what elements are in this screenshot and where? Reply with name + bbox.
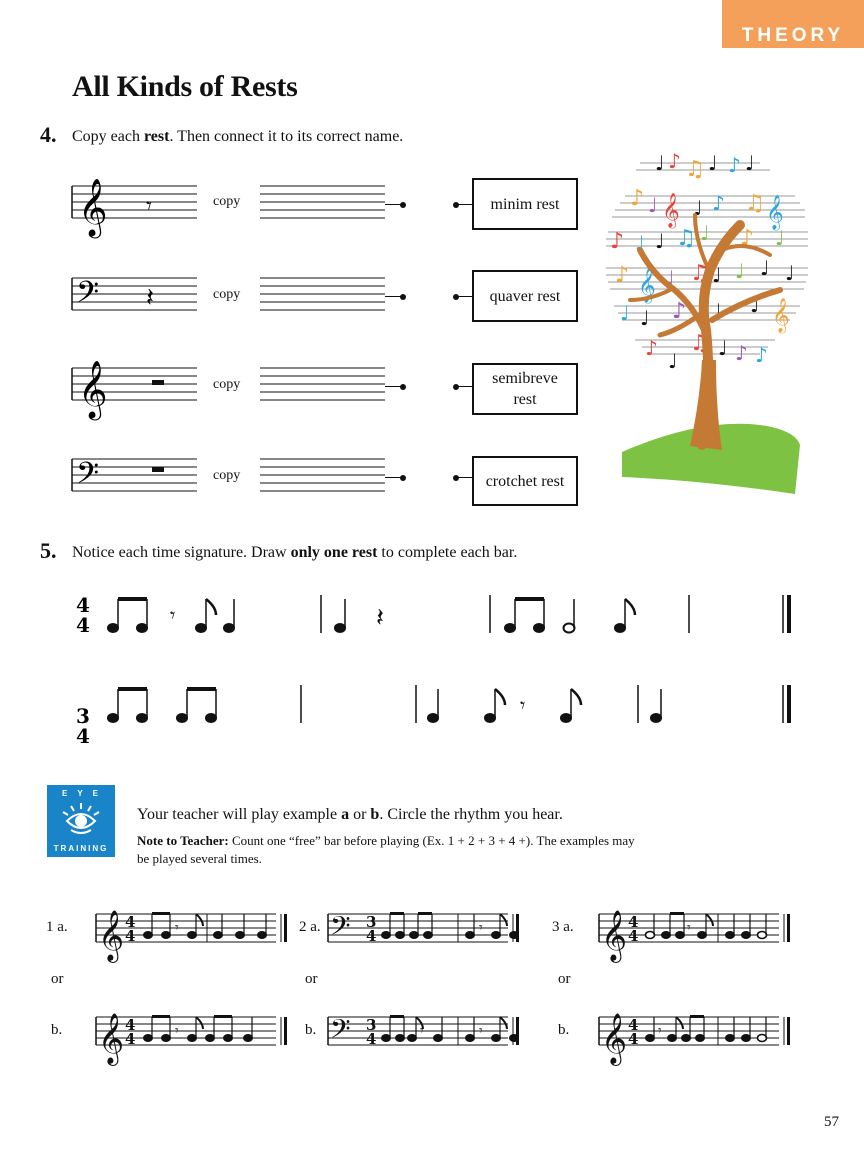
time-sig-bottom: 4 bbox=[76, 724, 90, 748]
copy-label: copy bbox=[213, 377, 241, 392]
svg-text:♩: ♩ bbox=[708, 151, 718, 175]
svg-text:𝄢: 𝄢 bbox=[76, 276, 100, 317]
svg-text:𝄾: 𝄾 bbox=[687, 920, 691, 936]
rest-name-label: minim rest bbox=[490, 195, 560, 213]
svg-text:♩: ♩ bbox=[760, 256, 770, 280]
svg-text:♪: ♪ bbox=[740, 226, 755, 251]
copy-label: copy bbox=[213, 287, 241, 302]
rest-name-label-line2: rest bbox=[513, 391, 537, 408]
svg-text:♪: ♪ bbox=[610, 229, 625, 254]
time-sig-top: 3 bbox=[76, 704, 90, 728]
svg-text:♩: ♩ bbox=[648, 193, 658, 217]
ts-bottom: 4 bbox=[366, 1030, 377, 1048]
svg-text:♫: ♫ bbox=[690, 261, 710, 286]
svg-text:♩: ♩ bbox=[712, 299, 722, 323]
svg-text:♪: ♪ bbox=[645, 336, 658, 360]
instr-pre: Your teacher will play example bbox=[137, 806, 342, 823]
q4-text-bold: rest bbox=[143, 128, 170, 145]
svg-text:𝄢: 𝄢 bbox=[330, 910, 351, 948]
or-label: or bbox=[305, 971, 318, 987]
teacher-note-text: Count one “free” bar before playing (Ex. 1 + 2 + 3 + 4 +). The examples may be played several times. bbox=[137, 833, 635, 866]
svg-text:♩: ♩ bbox=[718, 336, 728, 360]
instr-a: a bbox=[341, 806, 350, 823]
page-title: All Kinds of Rests bbox=[72, 70, 298, 103]
svg-text:𝄞: 𝄞 bbox=[78, 178, 108, 236]
svg-text:♩: ♩ bbox=[735, 259, 745, 283]
svg-text:♩: ♩ bbox=[700, 221, 710, 245]
svg-text:𝄞: 𝄞 bbox=[78, 360, 108, 418]
svg-text:♪: ♪ bbox=[630, 186, 645, 211]
instr-b: b bbox=[370, 806, 380, 823]
rest-name-label: crotchet rest bbox=[485, 472, 565, 490]
example-2a-label: 2 a. bbox=[299, 919, 321, 935]
ts-top: 4 bbox=[628, 1016, 639, 1034]
svg-text:♫: ♫ bbox=[676, 226, 696, 251]
svg-text:♪: ♪ bbox=[672, 299, 687, 324]
svg-text:𝄞: 𝄞 bbox=[772, 298, 790, 333]
example-1a-label: 1 a. bbox=[46, 919, 68, 935]
svg-text:𝄾: 𝄾 bbox=[175, 1023, 179, 1039]
svg-text:♪: ♪ bbox=[668, 149, 681, 173]
ts-bottom: 4 bbox=[125, 1030, 136, 1048]
example-1b-label: b. bbox=[51, 1022, 63, 1038]
ts-bottom: 4 bbox=[366, 927, 377, 945]
svg-text:𝄾: 𝄾 bbox=[420, 1023, 424, 1039]
rest-name-label: quaver rest bbox=[489, 287, 561, 305]
svg-text:♩: ♩ bbox=[665, 266, 675, 290]
svg-text:♪: ♪ bbox=[615, 263, 630, 288]
example-2b-label: b. bbox=[305, 1022, 317, 1038]
svg-text:𝄾: 𝄾 bbox=[479, 920, 483, 936]
svg-text:𝄞: 𝄞 bbox=[601, 910, 628, 961]
copy-label: copy bbox=[213, 468, 241, 483]
ts-top: 4 bbox=[125, 913, 136, 931]
svg-text:𝄞: 𝄞 bbox=[98, 1013, 125, 1064]
svg-text:♩: ♩ bbox=[668, 349, 678, 373]
svg-text:♫: ♫ bbox=[690, 331, 710, 356]
svg-text:♩: ♩ bbox=[745, 151, 755, 175]
q5-number: 5. bbox=[40, 538, 57, 563]
instr-post: . Circle the rhythm you hear. bbox=[379, 806, 563, 823]
svg-text:♫: ♫ bbox=[685, 157, 705, 182]
or-label: or bbox=[558, 971, 571, 987]
svg-text:♪: ♪ bbox=[755, 343, 768, 367]
svg-text:♫: ♫ bbox=[745, 191, 765, 216]
eye-badge-top-label: EYE bbox=[61, 789, 108, 798]
q5-text-pre: Notice each time signature. Draw bbox=[72, 544, 291, 561]
svg-text:♪: ♪ bbox=[712, 191, 725, 215]
svg-text:𝄽: 𝄽 bbox=[376, 603, 384, 633]
example-3b-label: b. bbox=[558, 1022, 570, 1038]
ts-bottom: 4 bbox=[125, 927, 136, 945]
teacher-note-label: Note to Teacher: bbox=[137, 833, 229, 848]
svg-text:𝄾: 𝄾 bbox=[658, 1023, 662, 1039]
ts-top: 4 bbox=[125, 1016, 136, 1034]
svg-text:♩: ♩ bbox=[640, 306, 650, 330]
svg-text:♩: ♩ bbox=[635, 231, 645, 255]
q5-text-bold: only one rest bbox=[290, 544, 378, 561]
svg-text:𝄾: 𝄾 bbox=[520, 693, 526, 717]
svg-text:𝄞: 𝄞 bbox=[601, 1013, 628, 1064]
ts-top: 4 bbox=[628, 913, 639, 931]
ts-top: 3 bbox=[366, 913, 377, 931]
svg-text:♪: ♪ bbox=[735, 341, 748, 365]
time-sig-bottom: 4 bbox=[76, 613, 90, 637]
svg-text:𝄞: 𝄞 bbox=[662, 193, 680, 228]
svg-text:𝄢: 𝄢 bbox=[330, 1013, 351, 1051]
svg-text:𝄾: 𝄾 bbox=[146, 194, 152, 219]
svg-text:𝄽: 𝄽 bbox=[146, 283, 154, 313]
svg-text:𝄞: 𝄞 bbox=[766, 195, 784, 230]
svg-text:♩: ♩ bbox=[655, 151, 665, 175]
svg-text:♩: ♩ bbox=[620, 301, 630, 325]
svg-text:𝄾: 𝄾 bbox=[175, 920, 179, 936]
svg-text:♩: ♩ bbox=[712, 263, 722, 287]
svg-text:♩: ♩ bbox=[785, 261, 795, 285]
q4-number: 4. bbox=[40, 122, 57, 147]
instr-mid: or bbox=[349, 806, 371, 823]
svg-text:♩: ♩ bbox=[750, 293, 760, 317]
svg-text:♪: ♪ bbox=[728, 153, 741, 177]
q4-text-pre: Copy each bbox=[72, 128, 144, 145]
rest-name-label-line1: semibreve bbox=[492, 370, 558, 387]
example-3a-label: 3 a. bbox=[552, 919, 574, 935]
q5-text-post: to complete each bar. bbox=[377, 544, 518, 561]
copy-label: copy bbox=[213, 194, 241, 209]
or-label: or bbox=[51, 971, 64, 987]
eye-badge-bottom-label: TRAINING bbox=[53, 844, 109, 853]
svg-text:♩: ♩ bbox=[693, 196, 703, 220]
ts-bottom: 4 bbox=[628, 1030, 639, 1048]
svg-text:♩: ♩ bbox=[775, 226, 785, 250]
ts-top: 3 bbox=[366, 1016, 377, 1034]
svg-text:𝄢: 𝄢 bbox=[76, 457, 100, 498]
svg-text:𝄞: 𝄞 bbox=[638, 268, 656, 303]
q4-text-post: . Then connect it to its correct name. bbox=[169, 128, 404, 145]
svg-text:𝄾: 𝄾 bbox=[479, 1023, 483, 1039]
section-tab-label: THEORY bbox=[741, 25, 845, 46]
time-sig-top: 4 bbox=[76, 593, 90, 617]
svg-text:♩: ♩ bbox=[655, 229, 665, 253]
svg-text:𝄞: 𝄞 bbox=[98, 910, 125, 961]
svg-text:𝄾: 𝄾 bbox=[170, 603, 176, 627]
page-number: 57 bbox=[824, 1114, 839, 1130]
ts-bottom: 4 bbox=[628, 927, 639, 945]
